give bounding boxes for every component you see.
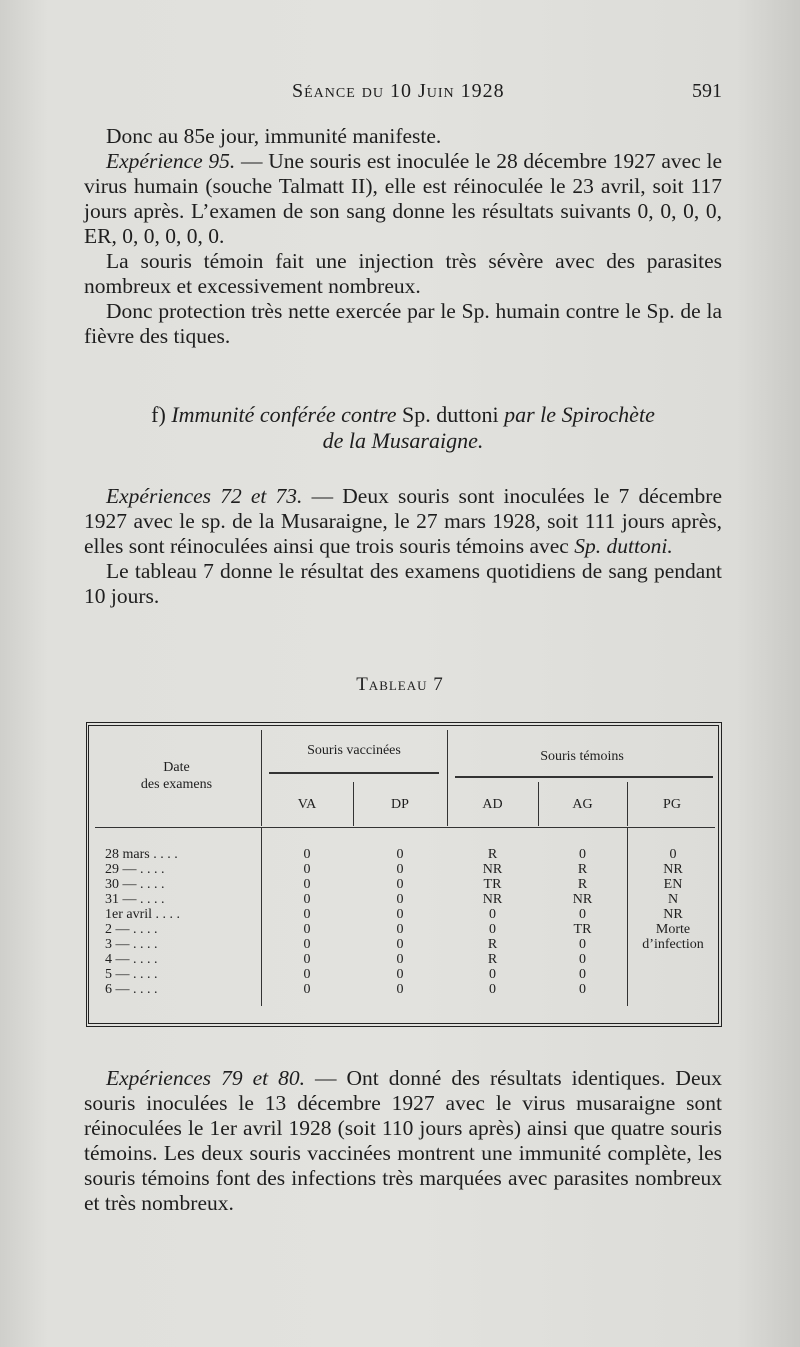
date-cell: 30 — . . . .: [105, 877, 165, 892]
date-cell: 3 — . . . .: [105, 937, 158, 952]
brace-vaccinees: [269, 772, 439, 774]
pg-cell: N: [667, 892, 679, 907]
va-cell: 0: [303, 982, 311, 997]
pg-cell: NR: [663, 862, 683, 877]
ag-cell: 0: [579, 907, 586, 922]
pg-cell: EN: [663, 877, 683, 892]
date-cell: 31 — . . . .: [105, 892, 165, 907]
date-cell: 6 — . . . .: [105, 982, 158, 997]
date-cell: 1er avril . . . .: [105, 907, 181, 922]
running-head: Séance du 10 Juin 1928: [292, 80, 505, 102]
ad-cell: 0: [489, 907, 496, 922]
section-italic2: par le Spirochète: [504, 402, 655, 427]
va-cell: 0: [303, 877, 311, 892]
pg-cell: d’infection: [642, 937, 704, 952]
ag-cell: R: [577, 877, 588, 892]
col-header-pg: PG: [663, 797, 681, 812]
ad-cell: R: [487, 847, 498, 862]
dp-cell: 0: [396, 892, 404, 907]
group-header-vaccinees: Souris vaccinées: [307, 743, 401, 758]
date-cell: 2 — . . . .: [105, 922, 158, 937]
dp-cell: 0: [396, 877, 404, 892]
va-cell: 0: [303, 847, 311, 862]
dp-cell: 0: [396, 907, 404, 922]
ag-cell: 0: [579, 982, 586, 997]
dp-cell: 0: [396, 862, 404, 877]
paragraph-experiences-79-80: [84, 1066, 722, 1216]
dp-cell: 0: [396, 967, 404, 982]
table-caption: Tableau 7: [356, 674, 444, 695]
dp-cell: 0: [396, 847, 404, 862]
col-header-ag: AG: [572, 797, 593, 812]
ad-cell: 0: [489, 982, 496, 997]
paragraph-tableau-7: Le tableau 7 donne le résultat des examens quotidiens de sang pendant 10 jours.: [84, 559, 722, 608]
col-header-dp: DP: [391, 797, 409, 812]
ad-cell: R: [487, 937, 498, 952]
section-title-line2: de la Musaraigne.: [322, 428, 484, 453]
col-header-va: VA: [297, 797, 317, 812]
ag-cell: NR: [572, 892, 593, 907]
paragraph-experience-95: [84, 149, 722, 249]
dp-cell: 0: [396, 937, 404, 952]
divider: [261, 828, 262, 1006]
dp-cell: 0: [396, 922, 404, 937]
ad-cell: 0: [489, 922, 496, 937]
section-title-line1: [84, 402, 722, 428]
header-rule: [95, 827, 715, 828]
bottom-text-block: [84, 1066, 722, 1216]
va-cell: 0: [303, 937, 311, 952]
va-cell: 0: [303, 922, 311, 937]
pg-cell: Morte: [655, 922, 691, 937]
date-cell: 4 — . . . .: [105, 952, 158, 967]
top-text-block: [84, 124, 722, 349]
ad-cell: TR: [483, 877, 502, 892]
results-table: [86, 722, 722, 1027]
ag-cell: 0: [579, 937, 586, 952]
middle-text-block: [84, 484, 722, 609]
experiences-72-73-text: — Deux souris sont inoculées le 7 décembre 1927 avec le sp. de la Musaraigne, le 27 mars 1928, soit 111 jours après, elles sont réinoculées ainsi que trois souris témoins avec: [84, 484, 722, 558]
va-cell: 0: [303, 892, 311, 907]
paragraph-souris-temoin: La souris témoin fait une injection très sévère avec des parasites nombreux et excessivement nombreux.: [84, 249, 722, 298]
ad-cell: 0: [489, 967, 496, 982]
experiences-79-80-label: Expériences 79 et 80.: [106, 1066, 305, 1090]
date-header-line1: Date: [163, 760, 190, 775]
col-header-ad: AD: [482, 797, 503, 812]
pg-cell: NR: [663, 907, 683, 922]
ad-cell: R: [487, 952, 498, 967]
va-cell: 0: [303, 907, 311, 922]
ag-cell: 0: [579, 967, 586, 982]
experiences-79-80-text: — Ont donné des résultats identiques. Deux souris inoculées le 13 décembre 1927 avec le virus musaraigne sont réinoculées le 1er avril 1928 (soit 110 jours après) ainsi que quatre souris témoins. Les deux souris vaccinées montrent une immunité complète, les souris témoins font des infections très marquées avec parasites nombreux et très nombreux.: [84, 1066, 722, 1215]
page-number: 591: [692, 80, 722, 102]
ag-cell: 0: [579, 847, 586, 862]
section-italic1: Immunité conférée contre: [171, 402, 397, 427]
dp-cell: 0: [396, 952, 404, 967]
section-prefix: f): [151, 402, 172, 427]
experiences-72-73-label: Expériences 72 et 73.: [106, 484, 303, 508]
section-title: [84, 402, 722, 454]
ag-cell: R: [577, 862, 588, 877]
group-header-temoins: Souris témoins: [540, 749, 624, 764]
paragraph-experiences-72-73: [84, 484, 722, 559]
paragraph-protection: Donc protection très nette exercée par le Sp. humain contre le Sp. de la fièvre des tiques.: [84, 299, 722, 348]
ag-cell: TR: [573, 922, 592, 937]
va-cell: 0: [303, 967, 311, 982]
page-header: [82, 80, 722, 110]
experience-95-text: — Une souris est inoculée le 28 décembre 1927 avec le virus humain (souche Talmatt II), elle est réinoculée le 23 avril, soit 117 jours après. L’examen de son sang donne les résultats suivants 0, 0, 0, 0, ER, 0, 0, 0, 0, 0.: [84, 149, 723, 248]
section-plain1: Sp. duttoni: [396, 402, 505, 427]
ad-cell: NR: [482, 892, 503, 907]
date-header: [99, 759, 254, 793]
paragraph-immunite: Donc au 85e jour, immunité manifeste.: [106, 124, 442, 148]
date-header-line2: des examens: [140, 777, 213, 792]
va-cell: 0: [303, 862, 311, 877]
date-cell: 28 mars . . . .: [105, 847, 178, 862]
va-cell: 0: [303, 952, 311, 967]
sp-duttoni: Sp. duttoni.: [574, 534, 673, 558]
dp-cell: 0: [396, 982, 404, 997]
date-cell: 29 — . . . .: [105, 862, 165, 877]
date-cell: 5 — . . . .: [105, 967, 158, 982]
divider: [627, 828, 628, 1006]
pg-cell: 0: [669, 847, 677, 862]
experience-95-label: Expérience 95.: [106, 149, 236, 173]
brace-temoins: [455, 776, 713, 778]
ag-cell: 0: [579, 952, 586, 967]
ad-cell: NR: [482, 862, 503, 877]
